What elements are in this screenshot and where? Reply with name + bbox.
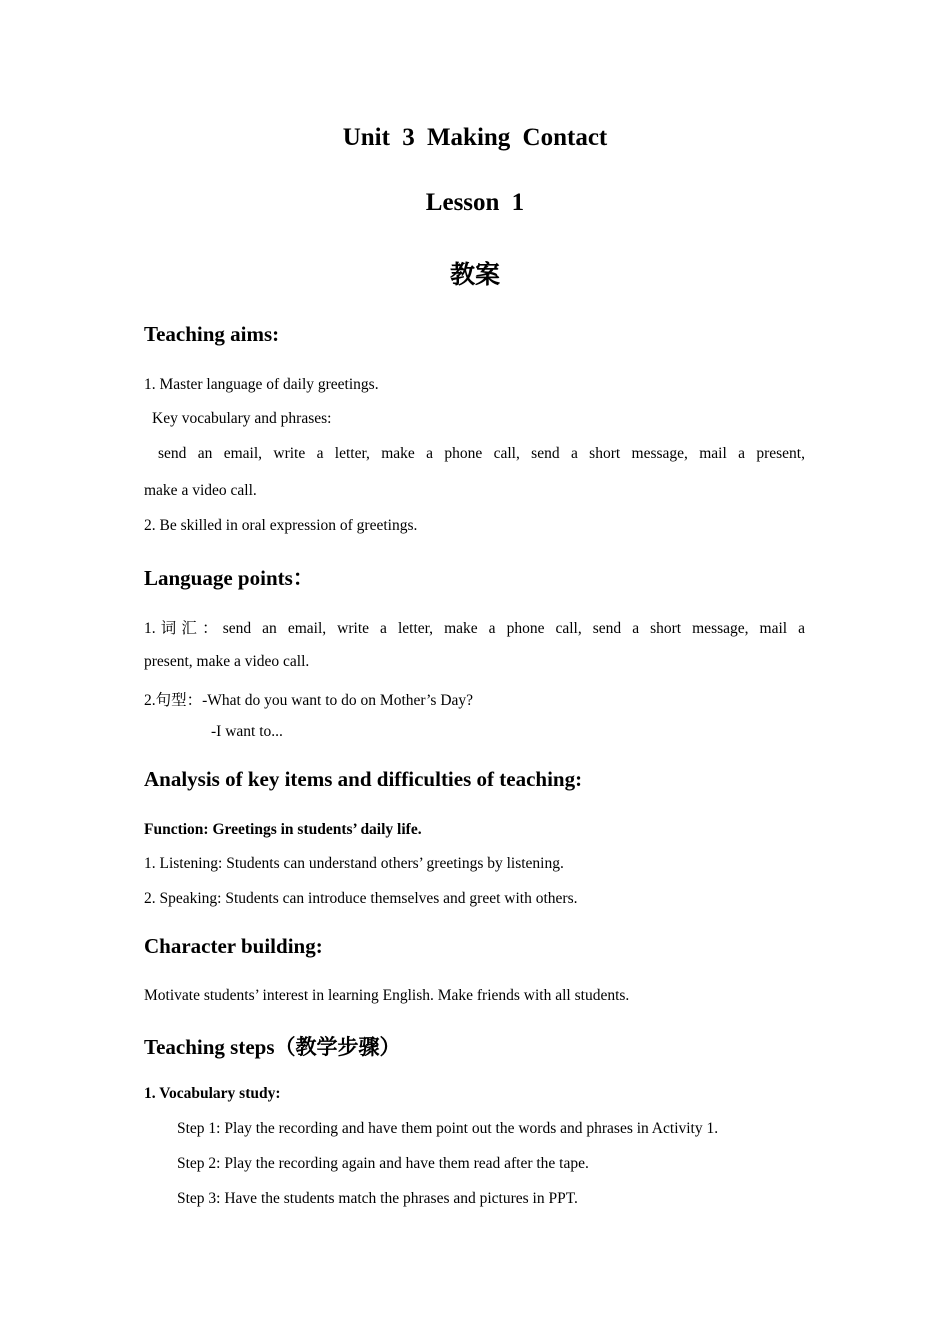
analysis-item-2: 2. Speaking: Students can introduce themselves and greet with others.: [144, 890, 578, 907]
language-points-line-2: present, make a video call.: [144, 653, 310, 670]
aims-item-1: 1. Master language of daily greetings.: [144, 376, 379, 393]
vocabulary-study-heading: 1. Vocabulary study:: [144, 1085, 281, 1102]
analysis-item-1: 1. Listening: Students can understand others’ greetings by listening.: [144, 855, 564, 872]
lesson-title: Lesson 1: [425, 189, 525, 216]
teaching-steps-heading: Teaching steps（教学步骤）: [144, 1035, 401, 1059]
aims-vocab-line-2: make a video call.: [144, 482, 257, 499]
step-1: Step 1: Play the recording and have them point out the words and phrases in Activity 1.: [177, 1120, 719, 1137]
teaching-aims-heading: Teaching aims:: [144, 322, 280, 346]
unit-title: Unit 3 Making Contact: [342, 124, 608, 151]
aims-vocab-label: Key vocabulary and phrases:: [152, 410, 332, 427]
analysis-heading: Analysis of key items and difficulties of teaching:: [144, 767, 583, 791]
aims-vocab-line-1: send an email, write a letter, make a phone call, send a short message, mail a present,: [158, 445, 805, 462]
language-points-line-4: -I want to...: [211, 723, 283, 740]
step-3: Step 3: Have the students match the phrases and pictures in PPT.: [177, 1190, 578, 1207]
language-points-line-3: 2.句型：-What do you want to do on Mother’s Day?: [144, 692, 474, 709]
analysis-function: Function: Greetings in students’ daily life.: [144, 821, 422, 838]
character-building-text: Motivate students’ interest in learning English. Make friends with all students.: [144, 987, 630, 1004]
lesson-plan-subtitle: 教案: [449, 260, 500, 289]
language-points-line-1: 1.词汇：send an email, write a letter, make a phone call, send a short message, mail a: [144, 620, 805, 637]
aims-item-2: 2. Be skilled in oral expression of greetings.: [144, 517, 418, 534]
character-building-heading: Character building:: [144, 934, 323, 958]
language-points-heading: Language points：: [144, 566, 314, 590]
step-2: Step 2: Play the recording again and have them read after the tape.: [177, 1155, 589, 1172]
